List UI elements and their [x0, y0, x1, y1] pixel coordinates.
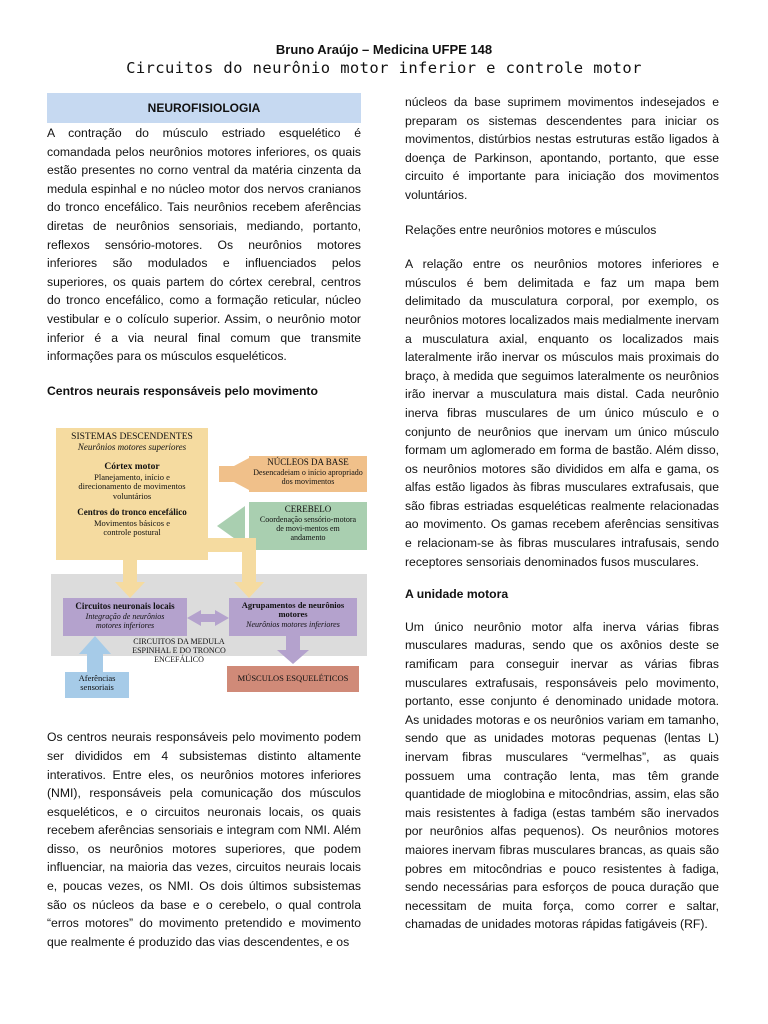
right-column [405, 93, 719, 934]
muscles-label: MÚSCULOS ESQUELÉTICOS [237, 673, 349, 684]
local-circuits-title: Circuitos neuronais locais [75, 601, 175, 612]
heading-neuron-muscle: Relações entre neurônios motores e músculos [405, 222, 657, 237]
motor-systems-diagram [49, 422, 369, 702]
intro-paragraph: A contração do músculo estriado esquelético é comandada pelos neurônios motores inferiores, os quais estão presentes no corno ventral da matéria cinzenta da medula espinhal e no núcleo motor dos nervos cranianos do tronco encefálico. Tais neurônios recebem aferências diretas de neurônios sensoriais, mediando, portanto, reflexos sensório-motores. Os neurônios motores inferiores são modulados e influenciados pelos superiores, os quais partem do córtex cerebral, centros do tronco encefálico, como a formação reticular, núcleo vestibular e o colículo superior. Assim, o neurônio motor inferior é a via neural final comum que transmite informações para os músculos esqueléticos. [47, 126, 361, 364]
descending-title: SISTEMAS DESCENDENTES [71, 432, 193, 443]
basal-title: NÚCLEOS DA BASE [267, 457, 349, 468]
author-line: Bruno Araújo – Medicina UFPE 148 [275, 42, 493, 57]
heading-motor-unit: A unidade motora [405, 587, 509, 602]
local-circuits-desc: Integração de neurônios motores inferiores [85, 612, 165, 630]
neural-centers-paragraph: Os centros neurais responsáveis pelo movimento podem ser divididos em 4 subsistemas distinto altamente interativos. Entre eles, os neurônios motores inferiores (NMI), responsáveis pela comunicação dos músculos esqueléticos, e o circuitos neuronais locais, os quais recebem aferências sensoriais e integram com NMI. Além disso, os neurônios motores superiores, que podem influenciar, na maioria das vezes, circuitos neurais locais e, poucas vezes, os NMI. Os dois últimos subsistemas são os núcleos da base e o cerebelo, o qual controla “erros motores” do movimento pretendido e movimento que realmente é produzido das vias descendentes, e os [47, 730, 361, 949]
heading-neural-centers: Centros neurais responsáveis pelo movimento [47, 383, 318, 398]
basal-desc: Desencadeiam o início apropriado dos movimentos [253, 468, 363, 486]
cerebellum-desc: Coordenação sensório-motora de movi-mentos em andamento [259, 515, 357, 542]
neuron-muscle-paragraph: A relação entre os neurônios motores inferiores e músculos é bem delimitada e faz um mapa bem delimitado da musculatura corporal, por exemplo, os neurônios motores localizados mais medialmente inervam a musculatura axial, enquanto os localizados mais lateralmente irão inervar os músculos mais proximais do braço, à medida que seguimos lateralmente os neurônios irão inervar a musculatura mais distal. Cada neurônio inerva fibras musculares de um único músculo e o conjunto de neurônios que inervam um único músculo formam um aglomerado em forma de bastão. Além disso, os neurônios motores são divididos em alfa e gama, os alfas estão ligados às fibras musculares extrafusais, que são fibras estriadas esqueléticas realmente relacionadas ao movimento. Os gamas recebem aferências sensitivas e relacionam-se às fibras musculares intrafusais, sendo receptores sensoriais denominados fusos musculares. [405, 257, 719, 569]
down-arrow-muscles [277, 650, 309, 664]
cortex-title: Córtex motor [104, 462, 160, 473]
brainstem-title: Centros do tronco encefálico [77, 507, 187, 518]
section-banner: NEUROFISIOLOGIA [47, 93, 361, 123]
spinal-label: CIRCUITOS DA MEDULA ESPINHAL E DO TRONCO ENCEFÁLICO [132, 637, 226, 664]
brainstem-desc: Movimentos básicos e controle postural [93, 518, 171, 538]
left-column [47, 93, 361, 951]
cortex-desc: Planejamento, início e direcionamento de movimentos voluntários [78, 472, 186, 501]
descending-subtitle: Neurônios motores superiores [77, 442, 187, 453]
basal-ganglia-paragraph: núcleos da base suprimem movimentos indesejados e preparam os sistemas descendentes para iniciar os movimentos, distúrbios nestas estruturas estão ligados à doença de Parkinson, apontando, portanto, que esse circuito é importante para iniciação dos movimentos voluntários. [405, 95, 719, 202]
cerebellum-title: CEREBELO [284, 504, 332, 515]
motor-pools-title: Agrupamentos de neurônios motores [241, 600, 345, 620]
document-title: Circuitos do neurônio motor inferior e controle motor [126, 59, 642, 77]
motor-pools-desc: Neurônios motores inferiores [246, 620, 340, 630]
motor-unit-paragraph: Um único neurônio motor alfa inerva várias fibras musculares maduras, sendo que os axônios deste se ramificam para conseguir inervar as várias fibras musculares extrafusais, responsáveis pelo movimento, portanto, esse conjunto é denominado unidade motora. As unidades motoras e os neurônios variam em tamanho, sendo que as unidades motoras pequenas (lentas L) inervam fibras musculares “vermelhas”, as quais possuem uma contração lenta, mas têm grande quantidade de mioglobina e mitocôndrias, assim, elas são mais resistentes à fadiga (estas também são inervados por neurônios alfas pequenos). Os neurônios motores maiores inervam fibras musculares brancas, as quais são pobres em mitocôndrias e pouco resistentes à fadiga, sendo necessárias para esforços de pouca duração que necessitam de muita força, como correr e saltar, chamadas de unidades motoras rápidas fatigáveis (RF). [405, 619, 719, 932]
afferent-label: Aferências sensoriais [78, 673, 116, 693]
